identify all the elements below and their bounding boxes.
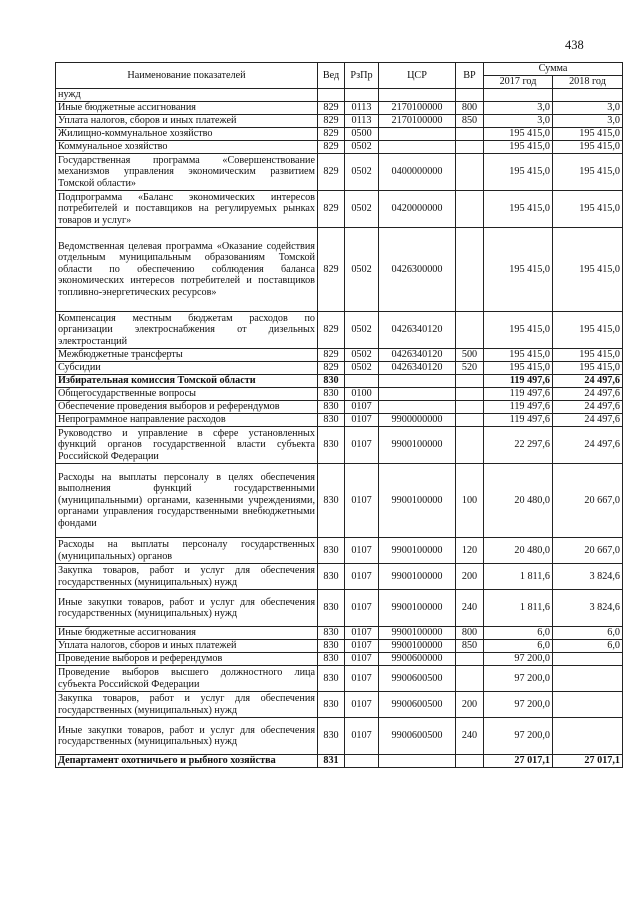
cell-ved: 830 [318,653,345,666]
cell-2018: 195 415,0 [553,228,623,312]
cell-vr: 200 [456,564,484,590]
cell-ved: 829 [318,154,345,191]
cell-name: Закупка товаров, работ и услуг для обеспечения государственных (муниципальных) нужд [56,692,318,718]
cell-vr [456,653,484,666]
cell-ved: 830 [318,627,345,640]
cell-rzpr: 0502 [345,154,379,191]
table-row [56,388,623,401]
cell-csr [379,128,456,141]
cell-vr: 240 [456,590,484,627]
cell-2017: 119 497,6 [484,375,553,388]
cell-ved: 829 [318,115,345,128]
table-row [56,401,623,414]
cell-ved: 830 [318,375,345,388]
cell-rzpr: 0107 [345,718,379,755]
cell-ved: 830 [318,401,345,414]
cell-rzpr: 0502 [345,312,379,349]
cell-2017: 3,0 [484,115,553,128]
cell-2018: 24 497,6 [553,375,623,388]
cell-name: Департамент охотничьего и рыбного хозяйства [56,755,318,768]
table-row [56,590,623,627]
table-row [56,427,623,464]
cell-2017: 20 480,0 [484,538,553,564]
cell-rzpr: 0107 [345,590,379,627]
cell-csr [379,375,456,388]
cell-rzpr: 0107 [345,564,379,590]
cell-2018 [553,718,623,755]
cell-name: Уплата налогов, сборов и иных платежей [56,640,318,653]
cell-csr: 9900600500 [379,718,456,755]
cell-name: Ведомственная целевая программа «Оказание содействия отдельным муниципальным образованиям Томской области по обеспечению соблюдения баланса экономических интересов потребителей и поставщиков топливно-энергетических ресурсов» [56,228,318,312]
table-row [56,375,623,388]
cell-rzpr: 0502 [345,191,379,228]
table-body [56,89,623,768]
header-name: Наименование показателей [56,63,318,89]
cell-ved: 830 [318,464,345,538]
cell-csr: 0426340120 [379,312,456,349]
cell-ved: 830 [318,414,345,427]
cell-name: Проведение выборов и референдумов [56,653,318,666]
table-row [56,362,623,375]
cell-2017: 195 415,0 [484,141,553,154]
cell-vr [456,427,484,464]
cell-2018: 195 415,0 [553,154,623,191]
cell-vr: 520 [456,362,484,375]
cell-csr: 0426300000 [379,228,456,312]
table-row [56,115,623,128]
cell-2017: 195 415,0 [484,228,553,312]
cell-ved: 830 [318,538,345,564]
cell-vr [456,89,484,102]
cell-name: Закупка товаров, работ и услуг для обеспечения государственных (муниципальных) нужд [56,564,318,590]
cell-name: Общегосударственные вопросы [56,388,318,401]
cell-vr [456,141,484,154]
header-rzpr: РзПр [345,63,379,89]
cell-2018: 24 497,6 [553,401,623,414]
cell-2017: 97 200,0 [484,666,553,692]
table-row [56,640,623,653]
cell-vr: 800 [456,102,484,115]
table-row [56,692,623,718]
cell-2017: 195 415,0 [484,312,553,349]
cell-vr [456,414,484,427]
table-row [56,102,623,115]
cell-vr: 200 [456,692,484,718]
cell-name: Межбюджетные трансферты [56,349,318,362]
cell-vr [456,755,484,768]
cell-name: Компенсация местным бюджетам расходов по организации электроснабжения от дизельных электростанций [56,312,318,349]
cell-name: Жилищно-коммунальное хозяйство [56,128,318,141]
cell-2018: 195 415,0 [553,128,623,141]
cell-2017: 1 811,6 [484,590,553,627]
cell-2017: 22 297,6 [484,427,553,464]
cell-csr: 9900000000 [379,414,456,427]
cell-ved: 829 [318,349,345,362]
cell-name: Иные бюджетные ассигнования [56,102,318,115]
table-row [56,154,623,191]
cell-vr: 800 [456,627,484,640]
table-row [56,627,623,640]
cell-2018: 195 415,0 [553,191,623,228]
cell-name: Субсидии [56,362,318,375]
cell-ved: 829 [318,191,345,228]
cell-2018: 195 415,0 [553,349,623,362]
cell-vr [456,191,484,228]
cell-rzpr: 0107 [345,464,379,538]
cell-rzpr: 0500 [345,128,379,141]
cell-name: Уплата налогов, сборов и иных платежей [56,115,318,128]
cell-csr: 2170100000 [379,115,456,128]
cell-name: Подпрограмма «Баланс экономических интересов потребителей и поставщиков на регулируемых рынках товаров и услуг» [56,191,318,228]
cell-rzpr [345,755,379,768]
cell-name: Проведение выборов высшего должностного лица субъекта Российской Федерации [56,666,318,692]
cell-ved: 830 [318,640,345,653]
cell-2017: 195 415,0 [484,362,553,375]
cell-name: Иные закупки товаров, работ и услуг для обеспечения государственных (муниципальных) нужд [56,590,318,627]
table-row [56,414,623,427]
cell-vr: 500 [456,349,484,362]
cell-rzpr: 0107 [345,427,379,464]
header-vr: ВР [456,63,484,89]
header-2017: 2017 год [484,76,553,89]
cell-2018: 20 667,0 [553,538,623,564]
table-row [56,755,623,768]
cell-name: Государственная программа «Совершенствование механизмов управления экономическим развитием Томской области» [56,154,318,191]
cell-csr: 2170100000 [379,102,456,115]
cell-2017: 119 497,6 [484,414,553,427]
cell-vr [456,666,484,692]
cell-csr: 0420000000 [379,191,456,228]
cell-2017: 195 415,0 [484,191,553,228]
cell-csr [379,141,456,154]
cell-rzpr: 0107 [345,401,379,414]
cell-ved: 829 [318,362,345,375]
cell-rzpr: 0107 [345,538,379,564]
cell-rzpr: 0113 [345,115,379,128]
cell-rzpr: 0107 [345,653,379,666]
cell-2018: 24 497,6 [553,427,623,464]
cell-vr [456,312,484,349]
cell-2018: 6,0 [553,640,623,653]
cell-ved: 829 [318,228,345,312]
cell-name: Иные бюджетные ассигнования [56,627,318,640]
cell-csr: 9900100000 [379,627,456,640]
cell-csr: 9900600500 [379,666,456,692]
cell-ved: 830 [318,564,345,590]
cell-2018 [553,653,623,666]
table-row [56,228,623,312]
cell-2018: 195 415,0 [553,362,623,375]
cell-name: нужд [56,89,318,102]
cell-rzpr: 0107 [345,640,379,653]
cell-2018 [553,666,623,692]
cell-2018: 3 824,6 [553,564,623,590]
cell-vr: 850 [456,640,484,653]
table-row [56,464,623,538]
cell-ved: 830 [318,718,345,755]
cell-2018: 6,0 [553,627,623,640]
cell-ved: 830 [318,590,345,627]
cell-vr: 850 [456,115,484,128]
table-row [56,538,623,564]
cell-2018: 27 017,1 [553,755,623,768]
header-2018: 2018 год [553,76,623,89]
cell-csr [379,388,456,401]
cell-name: Иные закупки товаров, работ и услуг для обеспечения государственных (муниципальных) нужд [56,718,318,755]
table-row [56,349,623,362]
cell-2017: 6,0 [484,627,553,640]
budget-table [55,62,623,768]
cell-rzpr: 0107 [345,692,379,718]
cell-name: Обеспечение проведения выборов и референдумов [56,401,318,414]
table-row [56,564,623,590]
table-row [56,191,623,228]
cell-csr: 9900600500 [379,692,456,718]
cell-name: Руководство и управление в сфере установленных функций органов государственной власти субъекта Российской Федерации [56,427,318,464]
cell-2017: 97 200,0 [484,653,553,666]
cell-2017: 195 415,0 [484,349,553,362]
cell-rzpr: 0100 [345,388,379,401]
cell-2017: 97 200,0 [484,692,553,718]
cell-2017 [484,89,553,102]
cell-ved: 830 [318,692,345,718]
table-row [56,653,623,666]
cell-2018: 3,0 [553,102,623,115]
table-row [56,89,623,102]
cell-name: Непрограммное направление расходов [56,414,318,427]
cell-vr [456,388,484,401]
cell-name: Расходы на выплаты персоналу в целях обеспечения выполнения функций государственными (муниципальными) органами, казенными учреждениями, органами управления государственными внебюджетными фондами [56,464,318,538]
cell-csr: 9900100000 [379,464,456,538]
cell-rzpr [345,89,379,102]
cell-vr [456,401,484,414]
cell-vr [456,154,484,191]
page-number: 438 [565,38,584,52]
cell-2017: 195 415,0 [484,128,553,141]
cell-csr [379,89,456,102]
cell-csr: 9900100000 [379,564,456,590]
cell-2018: 3 824,6 [553,590,623,627]
cell-2017: 3,0 [484,102,553,115]
cell-vr [456,228,484,312]
cell-ved: 829 [318,312,345,349]
cell-2018: 195 415,0 [553,312,623,349]
cell-vr: 240 [456,718,484,755]
cell-2018: 24 497,6 [553,414,623,427]
cell-ved: 829 [318,102,345,115]
cell-csr: 0426340120 [379,362,456,375]
cell-vr: 120 [456,538,484,564]
cell-csr [379,755,456,768]
header-sum: Сумма [484,63,623,76]
cell-csr [379,401,456,414]
table-row [56,666,623,692]
cell-vr: 100 [456,464,484,538]
cell-ved: 830 [318,666,345,692]
cell-2017: 97 200,0 [484,718,553,755]
header-row [56,63,623,76]
cell-2017: 119 497,6 [484,401,553,414]
cell-2018 [553,89,623,102]
cell-csr: 0426340120 [379,349,456,362]
table-row [56,718,623,755]
cell-csr: 9900100000 [379,538,456,564]
cell-csr: 9900100000 [379,590,456,627]
cell-rzpr: 0502 [345,228,379,312]
cell-2017: 195 415,0 [484,154,553,191]
cell-rzpr: 0107 [345,666,379,692]
cell-rzpr: 0107 [345,414,379,427]
cell-2017: 119 497,6 [484,388,553,401]
cell-name: Расходы на выплаты персоналу государственных (муниципальных) органов [56,538,318,564]
cell-csr: 9900100000 [379,640,456,653]
cell-ved: 830 [318,388,345,401]
cell-ved: 829 [318,141,345,154]
cell-rzpr [345,375,379,388]
cell-2018: 24 497,6 [553,388,623,401]
cell-2017: 6,0 [484,640,553,653]
cell-2018: 3,0 [553,115,623,128]
cell-rzpr: 0502 [345,141,379,154]
table-row [56,141,623,154]
cell-rzpr: 0107 [345,627,379,640]
cell-2017: 27 017,1 [484,755,553,768]
cell-2018: 195 415,0 [553,141,623,154]
cell-rzpr: 0502 [345,362,379,375]
cell-vr [456,375,484,388]
cell-ved: 831 [318,755,345,768]
cell-csr: 0400000000 [379,154,456,191]
cell-name: Избирательная комиссия Томской области [56,375,318,388]
header-csr: ЦСР [379,63,456,89]
cell-2018 [553,692,623,718]
table-row [56,128,623,141]
cell-2017: 20 480,0 [484,464,553,538]
cell-csr: 9900600000 [379,653,456,666]
cell-2018: 20 667,0 [553,464,623,538]
cell-rzpr: 0502 [345,349,379,362]
table-row [56,312,623,349]
cell-ved: 830 [318,427,345,464]
cell-vr [456,128,484,141]
cell-name: Коммунальное хозяйство [56,141,318,154]
cell-2017: 1 811,6 [484,564,553,590]
cell-ved: 829 [318,128,345,141]
cell-rzpr: 0113 [345,102,379,115]
header-ved: Вед [318,63,345,89]
cell-ved [318,89,345,102]
cell-csr: 9900100000 [379,427,456,464]
